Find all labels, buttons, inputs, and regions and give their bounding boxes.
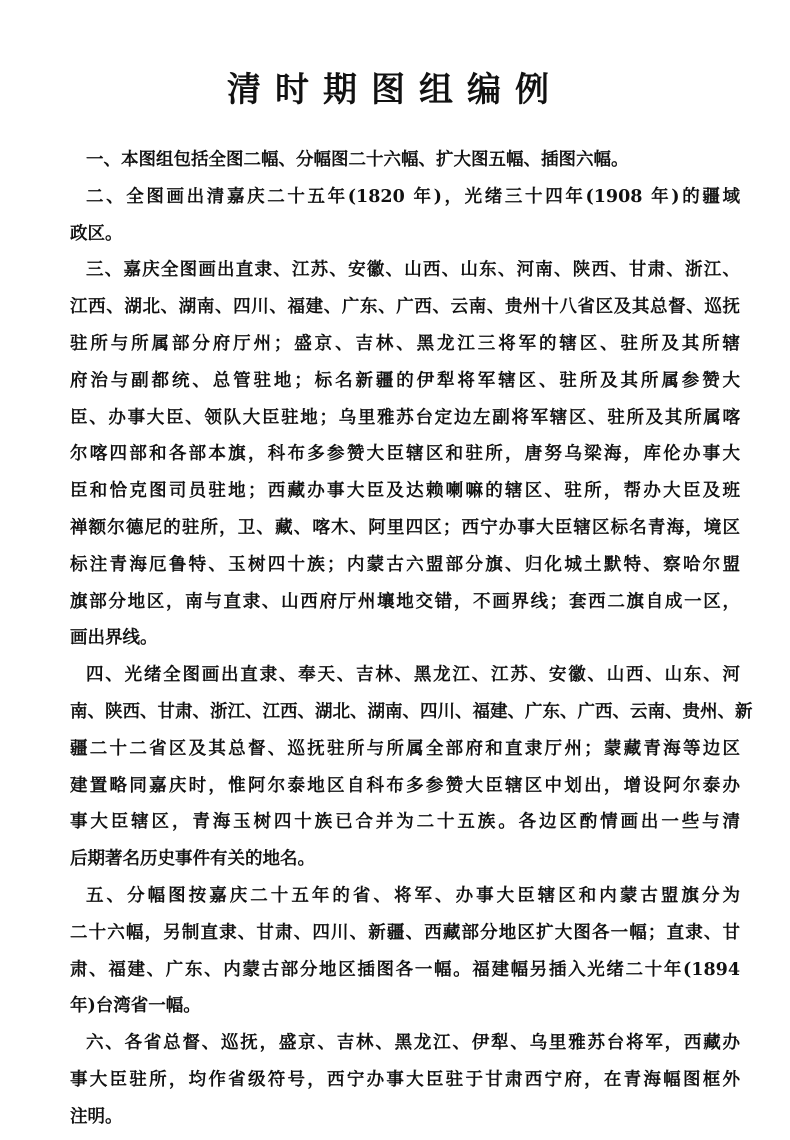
paragraph <box>70 179 740 253</box>
paragraph <box>70 1025 740 1135</box>
paragraph-line: 六、各省总督、巡抚，盛京、吉林、黑龙江、伊犁、乌里雅苏台将军，西藏办 <box>86 1033 740 1054</box>
paragraph-line: 画出界线。 <box>70 628 158 649</box>
paragraph <box>70 252 740 657</box>
paragraph-line: 府治与副都统、总管驻地；标名新疆的伊犁将军辖区、驻所及其所属参赞大 <box>70 370 740 391</box>
paragraph-line: 臣、办事大臣、领队大臣驻地；乌里雅苏台定边左副将军辖区、驻所及其所属喀 <box>70 407 740 428</box>
paragraph-line: 旗部分地区，南与直隶、山西府厅州壤地交错，不画界线；套西二旗自成一区， <box>70 591 740 612</box>
paragraph-line: 注明。 <box>70 1106 123 1127</box>
paragraph-line: 后期著名历史事件有关的地名。 <box>70 849 315 870</box>
paragraph-line: 南、陕西、甘肃、浙江、江西、湖北、湖南、四川、福建、广东、广西、云南、贵州、新 <box>70 701 753 722</box>
paragraph-line: 臣和恰克图司员驻地；西藏办事大臣及达赖喇嘛的辖区、驻所，帮办大臣及班 <box>70 481 740 502</box>
document-body <box>70 142 753 1136</box>
paragraph <box>70 657 753 878</box>
paragraph-line: 肃、福建、广东、内蒙古部分地区插图各一幅。福建幅另插入光绪二十年(1894 <box>70 959 740 980</box>
paragraph-line: 事大臣驻所，均作省级符号，西宁办事大臣驻于甘肃西宁府，在青海幅图框外 <box>70 1069 740 1090</box>
paragraph-line: 驻所与所属部分府厅州；盛京、吉林、黑龙江三将军的辖区、驻所及其所辖 <box>70 333 740 354</box>
paragraph-line: 四、光绪全图画出直隶、奉天、吉林、黑龙江、江苏、安徽、山西、山东、河 <box>86 665 740 686</box>
paragraph-line: 政区。 <box>70 223 123 244</box>
paragraph-line: 一、本图组包括全图二幅、分幅图二十六幅、扩大图五幅、插图六幅。 <box>86 150 629 170</box>
paragraph-line: 建置略同嘉庆时，惟阿尔泰地区自科布多参赞大臣辖区中划出，增设阿尔泰办 <box>70 775 740 796</box>
paragraph-line: 二、全图画出清嘉庆二十五年(1820 年)，光绪三十四年(1908 年)的疆域 <box>86 186 740 207</box>
paragraph-line: 三、嘉庆全图画出直隶、江苏、安徽、山西、山东、河南、陕西、甘肃、浙江、 <box>86 260 740 281</box>
paragraph-line: 事大臣辖区，青海玉树四十族已合并为二十五族。各边区酌情画出一些与清 <box>70 812 740 833</box>
page-title: 清时期图组编例 <box>227 70 563 110</box>
paragraph <box>70 878 740 1025</box>
paragraph-line: 标注青海厄鲁特、玉树四十族；内蒙古六盟部分旗、归化城土默特、察哈尔盟 <box>70 554 740 575</box>
paragraph <box>70 142 740 179</box>
paragraph-line: 五、分幅图按嘉庆二十五年的省、将军、办事大臣辖区和内蒙古盟旗分为 <box>86 885 740 906</box>
paragraph-line: 二十六幅，另制直隶、甘肃、四川、新疆、西藏部分地区扩大图各一幅；直隶、甘 <box>70 922 740 943</box>
paragraph-line: 疆二十二省区及其总督、巡抚驻所与所属全部府和直隶厅州；蒙藏青海等边区 <box>70 738 740 759</box>
paragraph-line: 江西、湖北、湖南、四川、福建、广东、广西、云南、贵州十八省区及其总督、巡抚 <box>70 297 740 318</box>
paragraph-line: 年)台湾省一幅。 <box>70 996 201 1017</box>
paragraph-line: 尔喀四部和各部本旗，科布多参赞大臣辖区和驻所，唐努乌梁海，库伦办事大 <box>70 444 740 465</box>
paragraph-line: 禅额尔德尼的驻所，卫、藏、喀木、阿里四区；西宁办事大臣辖区标名青海，境区 <box>70 517 740 538</box>
